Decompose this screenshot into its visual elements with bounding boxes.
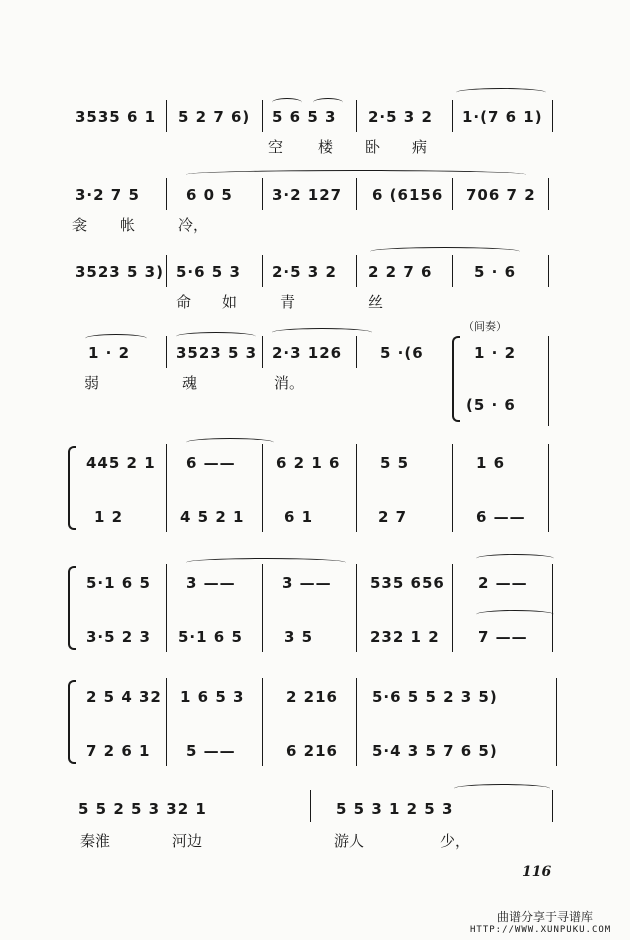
barline [262,178,263,210]
lyric-char: 河边 [172,832,203,850]
barline [166,564,167,652]
slur [454,784,550,793]
lyric-char: 如 [222,293,238,311]
measure-notes: 5 2 7 6) [178,108,251,126]
upper-part-notes: 5·6 5 5 2 3 5) [372,688,498,706]
measure-notes: 3535 6 1 [75,108,157,126]
slur [456,88,546,97]
barline [166,444,167,532]
barline [548,336,549,426]
slur [272,328,372,337]
barline [166,678,167,766]
barline [552,100,553,132]
page-number: 116 [522,864,552,880]
lyric-char: 衾 [72,216,88,234]
lyric-char: 少， [440,832,471,850]
upper-part-notes: 3 —— [282,574,332,592]
lyric-char: 青 [280,293,296,311]
lyric-char: 秦淮 [80,832,111,850]
barline [552,564,553,652]
lyric-char: 空 [268,138,284,156]
lyric-char: 卧 [365,138,381,156]
lower-part-notes: 6 —— [476,508,526,526]
slur [370,247,520,256]
barline [552,790,553,822]
lyric-char: 命 [176,293,192,311]
upper-part-notes: 445 2 1 [86,454,156,472]
barline [310,790,311,822]
lower-part-notes: 1 2 [94,508,124,526]
staff-bracket [68,566,76,650]
measure-notes: 5 6 5 3 [272,108,337,126]
upper-part-notes: 1 6 [476,454,506,472]
system-4 [0,318,630,428]
upper-part-notes: 1 · 2 [474,344,517,362]
lower-part-notes: 5·4 3 5 7 6 5) [372,742,498,760]
system-2 [0,168,630,238]
staff-bracket [452,336,460,422]
measure-notes: 706 7 2 [466,186,536,204]
system-8 [0,784,630,864]
barline [452,564,453,652]
lower-part-notes: 5 —— [186,742,236,760]
system-6 [0,558,630,653]
lyric-char: 丝 [368,293,384,311]
slur [186,558,346,567]
system-3 [0,245,630,315]
measure-notes: 5·6 5 3 [176,263,241,281]
measure-notes: 2 2 7 6 [368,263,433,281]
barline [356,678,357,766]
system-5 [0,438,630,533]
lower-part-notes: 7 —— [478,628,528,646]
barline [262,100,263,132]
lower-part-notes: 2 7 [378,508,408,526]
lower-part-notes: 5·1 6 5 [178,628,243,646]
measure-notes: 5 5 2 5 3 32 1 [78,800,207,818]
barline [452,100,453,132]
barline [548,178,549,210]
barline [452,178,453,210]
measure-notes: 1 · 2 [88,344,131,362]
upper-part-notes: 535 656 [370,574,445,592]
lower-part-notes: 7 2 6 1 [86,742,151,760]
barline [262,564,263,652]
lower-part-notes: 4 5 2 1 [180,508,245,526]
upper-part-notes: 1 6 5 3 [180,688,245,706]
upper-part-notes: 2 —— [478,574,528,592]
lower-part-notes: (5 · 6 [466,396,516,414]
measure-notes: 3523 5 3) [75,263,164,281]
upper-part-notes: 5 5 [380,454,410,472]
lower-part-notes: 6 216 [286,742,338,760]
lyric-char: 弱 [84,374,100,392]
measure-notes: 2·5 3 2 [368,108,433,126]
barline [262,336,263,368]
slur [85,334,147,343]
measure-notes: 3523 5 3 [176,344,258,362]
staff-bracket [68,446,76,530]
lyric-char: 病 [412,138,428,156]
measure-notes: 3·2 7 5 [75,186,140,204]
upper-part-notes: 6 2 1 6 [276,454,341,472]
slur [313,98,343,107]
barline [262,255,263,287]
barline [356,100,357,132]
lyric-char: 冷， [178,216,209,234]
measure-notes: 2·3 126 [272,344,343,362]
measure-notes: 5 5 3 1 2 5 3 [336,800,454,818]
barline [452,444,453,532]
barline [166,336,167,368]
system-7 [0,672,630,767]
interlude-label: （间奏） [463,320,507,333]
upper-part-notes: 2 216 [286,688,338,706]
watermark-url: HTTP://WWW.XUNPUKU.COM [470,925,612,935]
measure-notes: 3·2 127 [272,186,343,204]
barline [556,678,557,766]
lower-part-notes: 232 1 2 [370,628,440,646]
upper-part-notes: 5·1 6 5 [86,574,151,592]
measure-notes: 2·5 3 2 [272,263,337,281]
system-1 [0,90,630,160]
barline [356,336,357,368]
barline [452,255,453,287]
lyric-char: 游人 [334,832,365,850]
staff-bracket [68,680,76,764]
lyric-char: 魂 [182,374,198,392]
measure-notes: 1·(7 6 1) [462,108,543,126]
upper-part-notes: 2 5 4 32 [86,688,162,706]
barline [356,178,357,210]
lyric-char: 楼 [318,138,334,156]
barline [356,444,357,532]
barline [262,678,263,766]
lower-part-notes: 6 1 [284,508,314,526]
slur [186,438,274,447]
measure-notes: 6 (6156 [372,186,444,204]
measure-notes: 5 ·(6 [380,344,424,362]
barline [356,564,357,652]
lower-part-notes: 3·5 2 3 [86,628,151,646]
barline [548,444,549,532]
barline [166,178,167,210]
lyric-char: 消。 [274,374,305,392]
slur [272,98,302,107]
upper-part-notes: 6 —— [186,454,236,472]
slur [176,332,256,341]
watermark-text: 曲谱分享于寻谱库 [496,910,593,924]
measure-notes: 5 · 6 [474,263,517,281]
barline [548,255,549,287]
barline [356,255,357,287]
lower-part-notes: 3 5 [284,628,314,646]
lyric-char: 帐 [120,216,136,234]
barline [262,444,263,532]
barline [166,100,167,132]
slur [476,610,554,619]
upper-part-notes: 3 —— [186,574,236,592]
barline [166,255,167,287]
measure-notes: 6 0 5 [186,186,233,204]
slur [476,554,554,563]
